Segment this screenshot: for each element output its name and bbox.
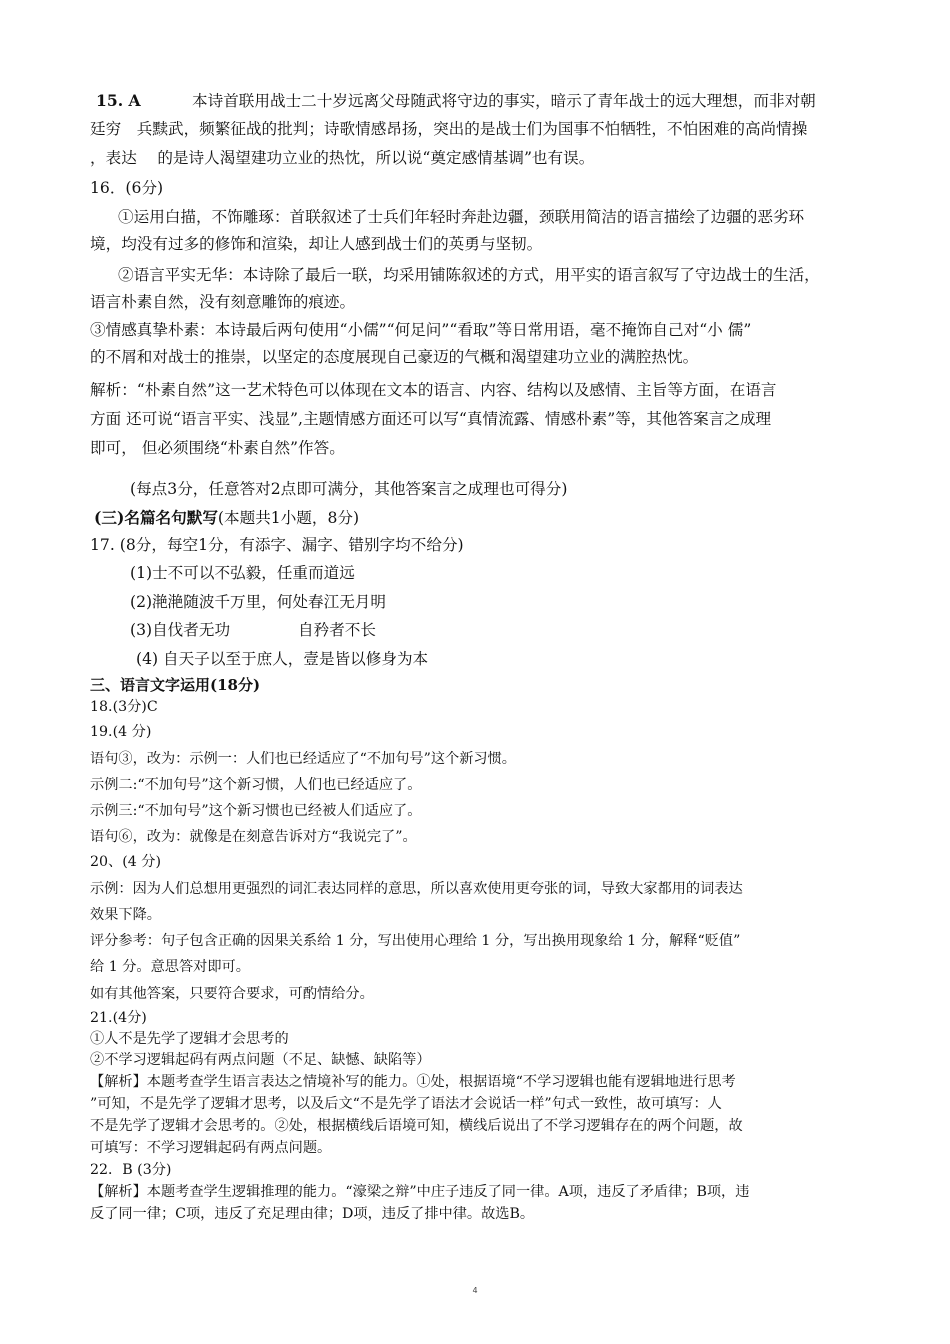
part-3-heading: 三、语言文字运用(18分) — [90, 676, 261, 694]
q17-answer-4: (4) 自天子以至于庶人，壹是皆以修身为本 — [136, 650, 429, 668]
q21-analysis-line-3: 不是先学了逻辑才会思考的。②处，根据横线后语境可知，横线后说出了不学习逻辑存在的两个问题，故 — [90, 1118, 743, 1134]
section-3-title: (三)名篇名句默写 — [94, 508, 218, 527]
q15-line-3: ，表达 的是诗人渴望建功立业的热忱，所以说“奠定感情基调”也有误。 — [90, 149, 595, 167]
page-number: 4 — [472, 1286, 478, 1295]
q15-label: 15. A — [96, 91, 141, 110]
q20-heading: 20、(4 分) — [90, 854, 162, 870]
q16-point-3-line-1: ③情感真挚朴素：本诗最后两句使用“小儒”“何足问”“看取”等日常用语，毫不掩饰自己对“小 儒” — [90, 321, 752, 339]
q16-heading: 16．(6分) — [90, 179, 164, 197]
q17-answer-3b: 自矜者不长 — [298, 621, 376, 639]
q18-answer: 18.(3分)C — [90, 699, 158, 715]
q20-line-1: 示例：因为人们总想用更强烈的词汇表达同样的意思，所以喜欢使用更夸张的词，导致大家都用的词表达 — [90, 881, 743, 897]
q20-line-3: 评分参考：句子包含正确的因果关系给 1 分，写出使用心理给 1 分，写出换用现象给 1 分，解释“贬值” — [90, 933, 741, 949]
q16-point-2-line-2: 语言朴素自然，没有刻意雕饰的痕迹。 — [90, 293, 356, 311]
q16-analysis-line-3: 即可， 但必须围绕“朴素自然”作答。 — [90, 439, 345, 457]
q21-analysis-line-2: ”可知，不是先学了逻辑才思考，以及后文“不是先学了语法才会说话一样”句式一致性，故可填写：人 — [90, 1096, 722, 1112]
q16-point-3-line-2: 的不屑和对战士的推崇，以坚定的态度展现自己豪迈的气概和渴望建功立业的满腔热忱。 — [90, 348, 699, 366]
q21-analysis-line-1: 【解析】本题考查学生语言表达之情境补写的能力。①处，根据语境“不学习逻辑也能有逻辑地进行思考 — [90, 1074, 736, 1090]
q20-line-2: 效果下降。 — [90, 907, 161, 923]
q15-line-2: 廷穷 兵黩武，频繁征战的批判；诗歌情感昂扬，突出的是战士们为国事不怕牺牲，不怕困难的高尚情操 — [90, 120, 808, 138]
q19-line-3: 示例三:“不加句号”这个新习惯也已经被人们适应了。 — [90, 803, 422, 819]
q16-point-1-line-1: ①运用白描，不饰雕琢：首联叙述了士兵们年轻时奔赴边疆，颈联用简洁的语言描绘了边疆的恶劣环 — [118, 208, 805, 226]
q17-heading: 17. (8分，每空1分，有添字、漏字、错别字均不给分) — [90, 536, 464, 554]
q22-heading: 22．B (3分) — [90, 1162, 172, 1178]
section-3-note: (本题共1小题，8分) — [217, 509, 360, 527]
q16-point-2-line-1: ②语言平实无华：本诗除了最后一联，均采用铺陈叙述的方式，用平实的语言叙写了守边战士的生活， — [118, 266, 820, 284]
q17-answer-3 — [90, 619, 915, 641]
section-3-heading — [90, 507, 879, 529]
q21-heading: 21.(4分) — [90, 1010, 147, 1026]
q16-scoring: (每点3分，任意答对2点即可满分，其他答案言之成理也可得分) — [130, 480, 568, 498]
q20-line-4: 给 1 分。意思答对即可。 — [90, 959, 250, 975]
q15-line-1 — [90, 90, 875, 112]
q19-line-2: 示例二:“不加句号”这个新习惯，人们也已经适应了。 — [90, 777, 422, 793]
q17-answer-2: (2)滟滟随波千万里，何处春江无月明 — [130, 593, 386, 611]
q16-point-1-line-2: 境，均没有过多的修饰和渲染，却让人感到战士们的英勇与坚韧。 — [90, 235, 543, 253]
q21-answer-1: ①人不是先学了逻辑才会思考的 — [90, 1031, 289, 1047]
q19-line-1: 语句③，改为：示例一：人们也已经适应了“不加句号”这个新习惯。 — [90, 751, 516, 767]
q15-text-1: 本诗首联用战士二十岁远离父母随武将守边的事实，暗示了青年战士的远大理想，而非对朝 — [192, 92, 816, 110]
q20-line-5: 如有其他答案，只要符合要求，可酌情给分。 — [90, 986, 374, 1002]
q16-analysis-line-1: 解析：“朴素自然”这一艺术特色可以体现在文本的语言、内容、结构以及感情、主旨等方面，在语言 — [90, 381, 777, 399]
q22-analysis-line-1: 【解析】本题考查学生逻辑推理的能力。“濠梁之辩”中庄子违反了同一律。A项，违反了矛盾律；B项，违 — [90, 1184, 750, 1200]
q21-answer-2: ②不学习逻辑起码有两点问题（不足、缺憾、缺陷等） — [90, 1052, 431, 1068]
q22-analysis-line-2: 反了同一律；C项，违反了充足理由律；D项，违反了排中律。故选B。 — [90, 1206, 535, 1222]
q19-heading: 19.(4 分) — [90, 724, 152, 740]
q21-analysis-line-4: 可填写：不学习逻辑起码有两点问题。 — [90, 1140, 332, 1156]
q17-answer-1: (1)士不可以不弘毅，任重而道远 — [130, 564, 355, 582]
q16-analysis-line-2: 方面 还可说“语言平实、浅显”,主题情感方面还可以写“真情流露、情感朴素”等，其他答案言之成理 — [90, 410, 772, 428]
q19-line-4: 语句⑥，改为：就像是在刻意告诉对方“我说完了”。 — [90, 829, 417, 845]
q17-answer-3a: (3)自伐者无功 — [130, 621, 231, 639]
